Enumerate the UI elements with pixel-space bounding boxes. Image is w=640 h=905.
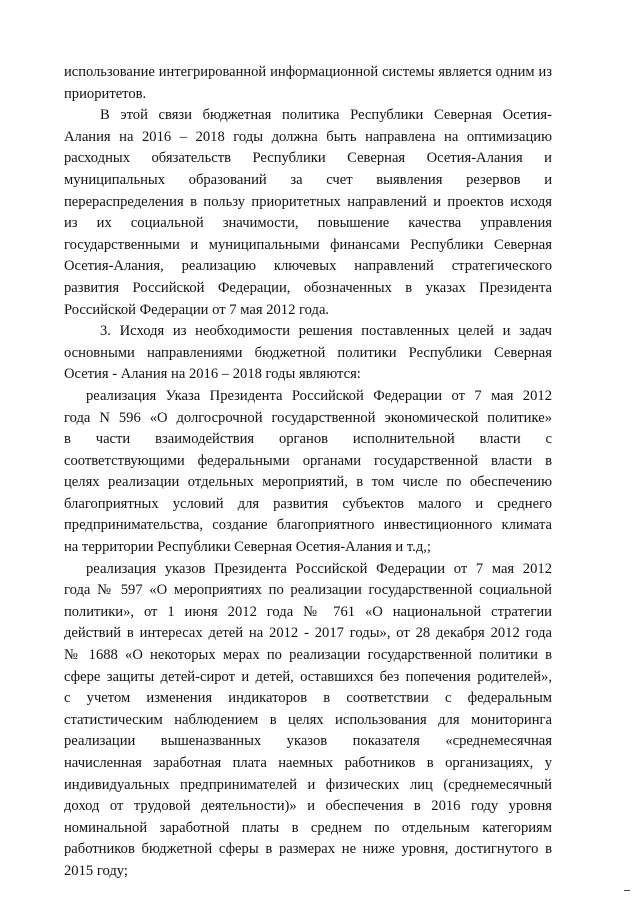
- text-line: года № 597 «О мероприятиях по реализации государственной социальной: [64, 582, 552, 599]
- text-line: работников бюджетной сферы в размерах не ниже уровня, достигнутого в: [64, 841, 552, 858]
- paragraph-decrees-597-761-1688: [64, 559, 552, 883]
- text-line: в части взаимодействия органов исполнительной власти с: [64, 431, 552, 448]
- text-line: Алания на 2016 – 2018 годы должна быть направлена на оптимизацию: [64, 128, 552, 145]
- text-line: статистическим наблюдением в целях использования для мониторинга: [64, 711, 552, 728]
- text-line: реализации вышеназванных указов показателя «среднемесячная: [64, 733, 552, 750]
- paragraph-main-directions: [64, 321, 552, 386]
- document-page: [64, 62, 552, 883]
- text-line: индивидуальных предпринимателей и физических лиц (среднемесячный: [64, 776, 552, 793]
- text-line: реализация указов Президента Российской Федерации от 7 мая 2012: [86, 560, 552, 577]
- text-line: муниципальных образований за счет выявления резервов и: [64, 171, 552, 188]
- text-line: действий в интересах детей на 2012 - 2017 годы», от 28 декабря 2012 года: [64, 625, 552, 642]
- text-line: государственными и муниципальными финансами Республики Северная: [64, 236, 552, 253]
- text-line: политики», от 1 июня 2012 года № 761 «О национальной стратегии: [64, 603, 552, 620]
- paragraph-decree-596: [64, 386, 552, 559]
- text-line: приоритетов.: [64, 85, 147, 102]
- text-line: соответствующими федеральными органами государственной власти в: [64, 452, 552, 469]
- text-line: сфере защиты детей-сирот и детей, оставшихся без попечения родителей»,: [64, 668, 552, 685]
- text-line: расходных обязательств Республики Северная Осетия-Алания и: [64, 150, 552, 167]
- text-line: реализация Указа Президента Российской Федерации от 7 мая 2012: [86, 387, 552, 404]
- text-line: развития Российской Федерации, обозначенных в указах Президента: [64, 279, 552, 296]
- text-line: 2015 году;: [64, 862, 128, 879]
- text-line: начисленная заработная плата наемных работников в организациях, у: [64, 755, 552, 771]
- text-line: доход от трудовой деятельности)» и обеспечения в 2016 году уровня: [64, 798, 552, 815]
- text-line: года N 596 «О долгосрочной государственной экономической политике»: [64, 409, 552, 426]
- text-line: Российской Федерации от 7 мая 2012 года.: [64, 301, 330, 318]
- text-line: номинальной заработной платы в среднем по отдельным категориям: [64, 819, 552, 836]
- text-line: на территории Республики Северная Осетия-Алания и т.д,;: [64, 539, 431, 556]
- text-line: целях реализации отдельных мероприятий, в том числе по обеспечению: [64, 474, 552, 491]
- text-line: Осетия-Алания, реализацию ключевых направлений стратегического: [64, 258, 552, 275]
- paragraph-budget-policy: [64, 105, 552, 321]
- text-line: благоприятных условий для развития субъектов малого и среднего: [64, 495, 552, 512]
- text-line: из их социальной значимости, повышение качества управления: [64, 215, 552, 232]
- paragraph-intro-continuation: [64, 62, 552, 105]
- text-line: предпринимательства, создание благоприятного инвестиционного климата: [64, 517, 552, 534]
- text-line: основными направлениями бюджетной политики Республики Северная: [64, 344, 552, 361]
- text-line: В этой связи бюджетная политика Республики Северная Осетия-: [100, 107, 552, 124]
- text-line: использование интегрированной информационной системы является одним из: [64, 64, 552, 80]
- text-line: перераспределения в пользу приоритетных направлений и проектов исходя: [64, 193, 552, 210]
- text-line: с учетом изменения индикаторов в соответствии с федеральным: [64, 690, 552, 707]
- text-line: 3. Исходя из необходимости решения поставленных целей и задач: [100, 323, 552, 340]
- text-line: № 1688 «О некоторых мерах по реализации государственной политики в: [64, 647, 552, 664]
- text-line: Осетия - Алания на 2016 – 2018 годы являются:: [64, 366, 361, 383]
- scan-corner-mark: [624, 890, 630, 891]
